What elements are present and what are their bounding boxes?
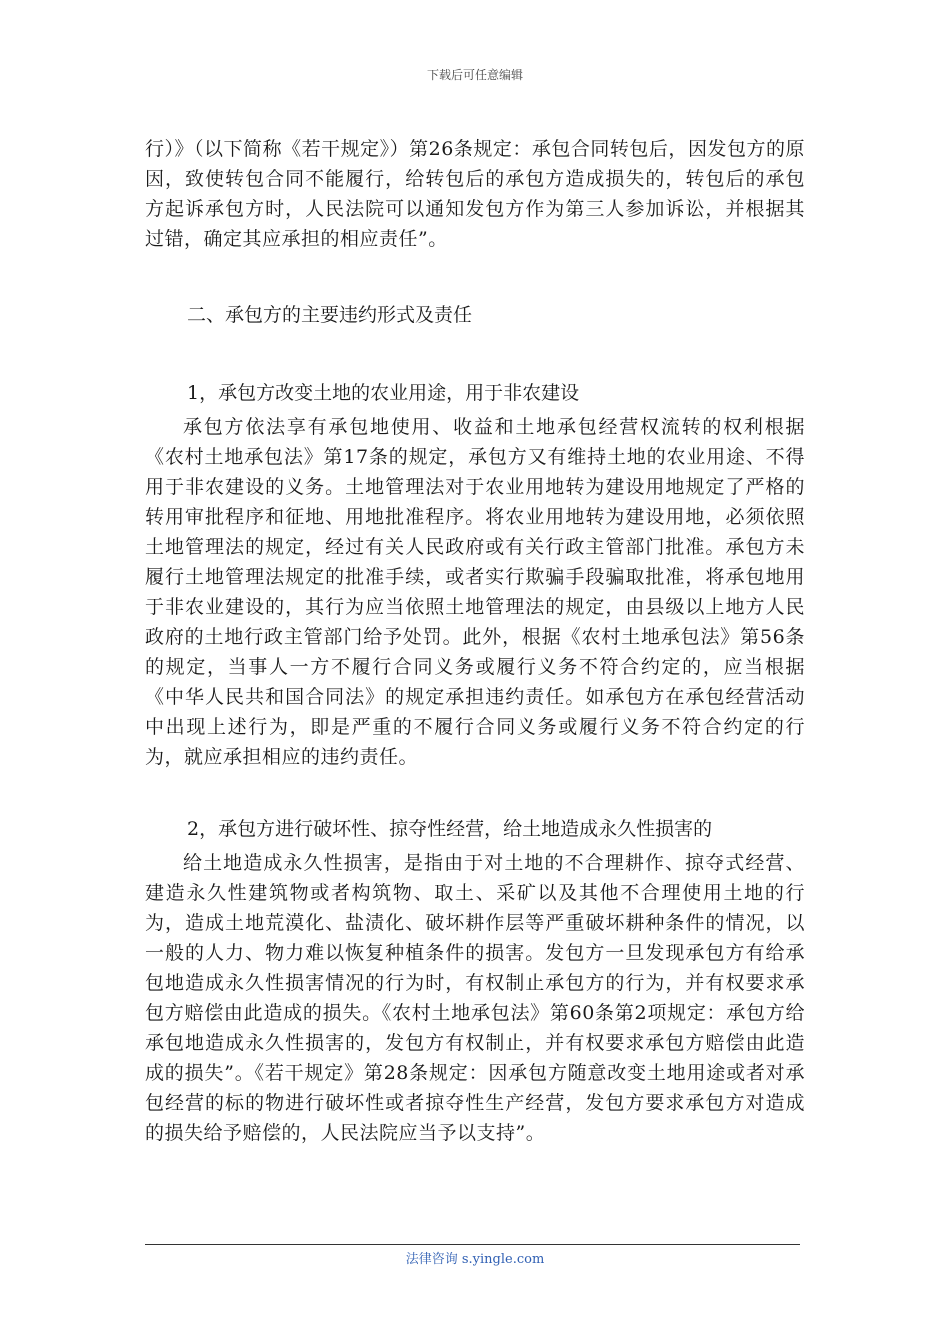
subsection-paragraph-2: 给土地造成永久性损害，是指由于对土地的不合理耕作、掠夺式经营、建造永久性建筑物或者构筑物、取土、采矿以及其他不合理使用土地的行为，造成土地荒漠化、盐渍化、破坏耕作层等严重破坏耕种条件的情况，以一般的人力、物力难以恢复种植条件的损害。发包方一旦发现承包方有给承包地造成永久性损害情况的行为时，有权制止承包方的行为，并有权要求承包方赔偿由此造成的损失。《农村土地承包法》第60条第2项规定：承包方给承包地造成永久性损害的，发包方有权制止，并有权要求承包方赔偿由此造成的损失”。《若干规定》第28条规定：因承包方随意改变土地用途或者对承包经营的标的物进行破坏性或者掠夺性生产经营，发包方要求承包方对造成的损失给予赔偿的，人民法院应当予以支持”。 [145, 852, 805, 1144]
intro-paragraph: 行）》（以下简称《若干规定》）第26条规定：承包合同转包后，因发包方的原因，致使转包合同不能履行，给转包后的承包方造成损失的，转包后的承包方起诉承包方时，人民法院可以通知发包方作为第三人参加诉讼，并根据其过错，确定其应承担的相应责任”。 [145, 138, 805, 250]
document-body [145, 134, 805, 1148]
footer-divider [145, 1244, 800, 1245]
page-header: 下载后可任意编辑 [426, 68, 523, 82]
subsection-heading-1: 1，承包方改变土地的农业用途，用于非农建设 [187, 382, 580, 404]
footer-link[interactable]: 法律咨询 s.yingle.com [405, 1252, 545, 1267]
subsection-heading-2: 2，承包方进行破坏性、掠夺性经营，给土地造成永久性损害的 [187, 818, 713, 840]
section-heading: 二、承包方的主要违约形式及责任 [187, 304, 473, 326]
subsection-paragraph-1: 承包方依法享有承包地使用、收益和土地承包经营权流转的权利根据《农村土地承包法》第17条的规定，承包方又有维持土地的农业用途、不得用于非农建设的义务。土地管理法对于农业用地转为建设用地规定了严格的转用审批程序和征地、用地批准程序。将农业用地转为建设用地，必须依照土地管理法的规定，经过有关人民政府或有关行政主管部门批准。承包方未履行土地管理法规定的批准手续，或者实行欺骗手段骗取批准，将承包地用于非农业建设的，其行为应当依照土地管理法的规定，由县级以上地方人民政府的土地行政主管部门给予处罚。此外，根据《农村土地承包法》第56条的规定，当事人一方不履行合同义务或履行义务不符合约定的，应当根据《中华人民共和国合同法》的规定承担违约责任。如承包方在承包经营活动中出现上述行为，即是严重的不履行合同义务或履行义务不符合约定的行为，就应承担相应的违约责任。 [145, 416, 805, 768]
